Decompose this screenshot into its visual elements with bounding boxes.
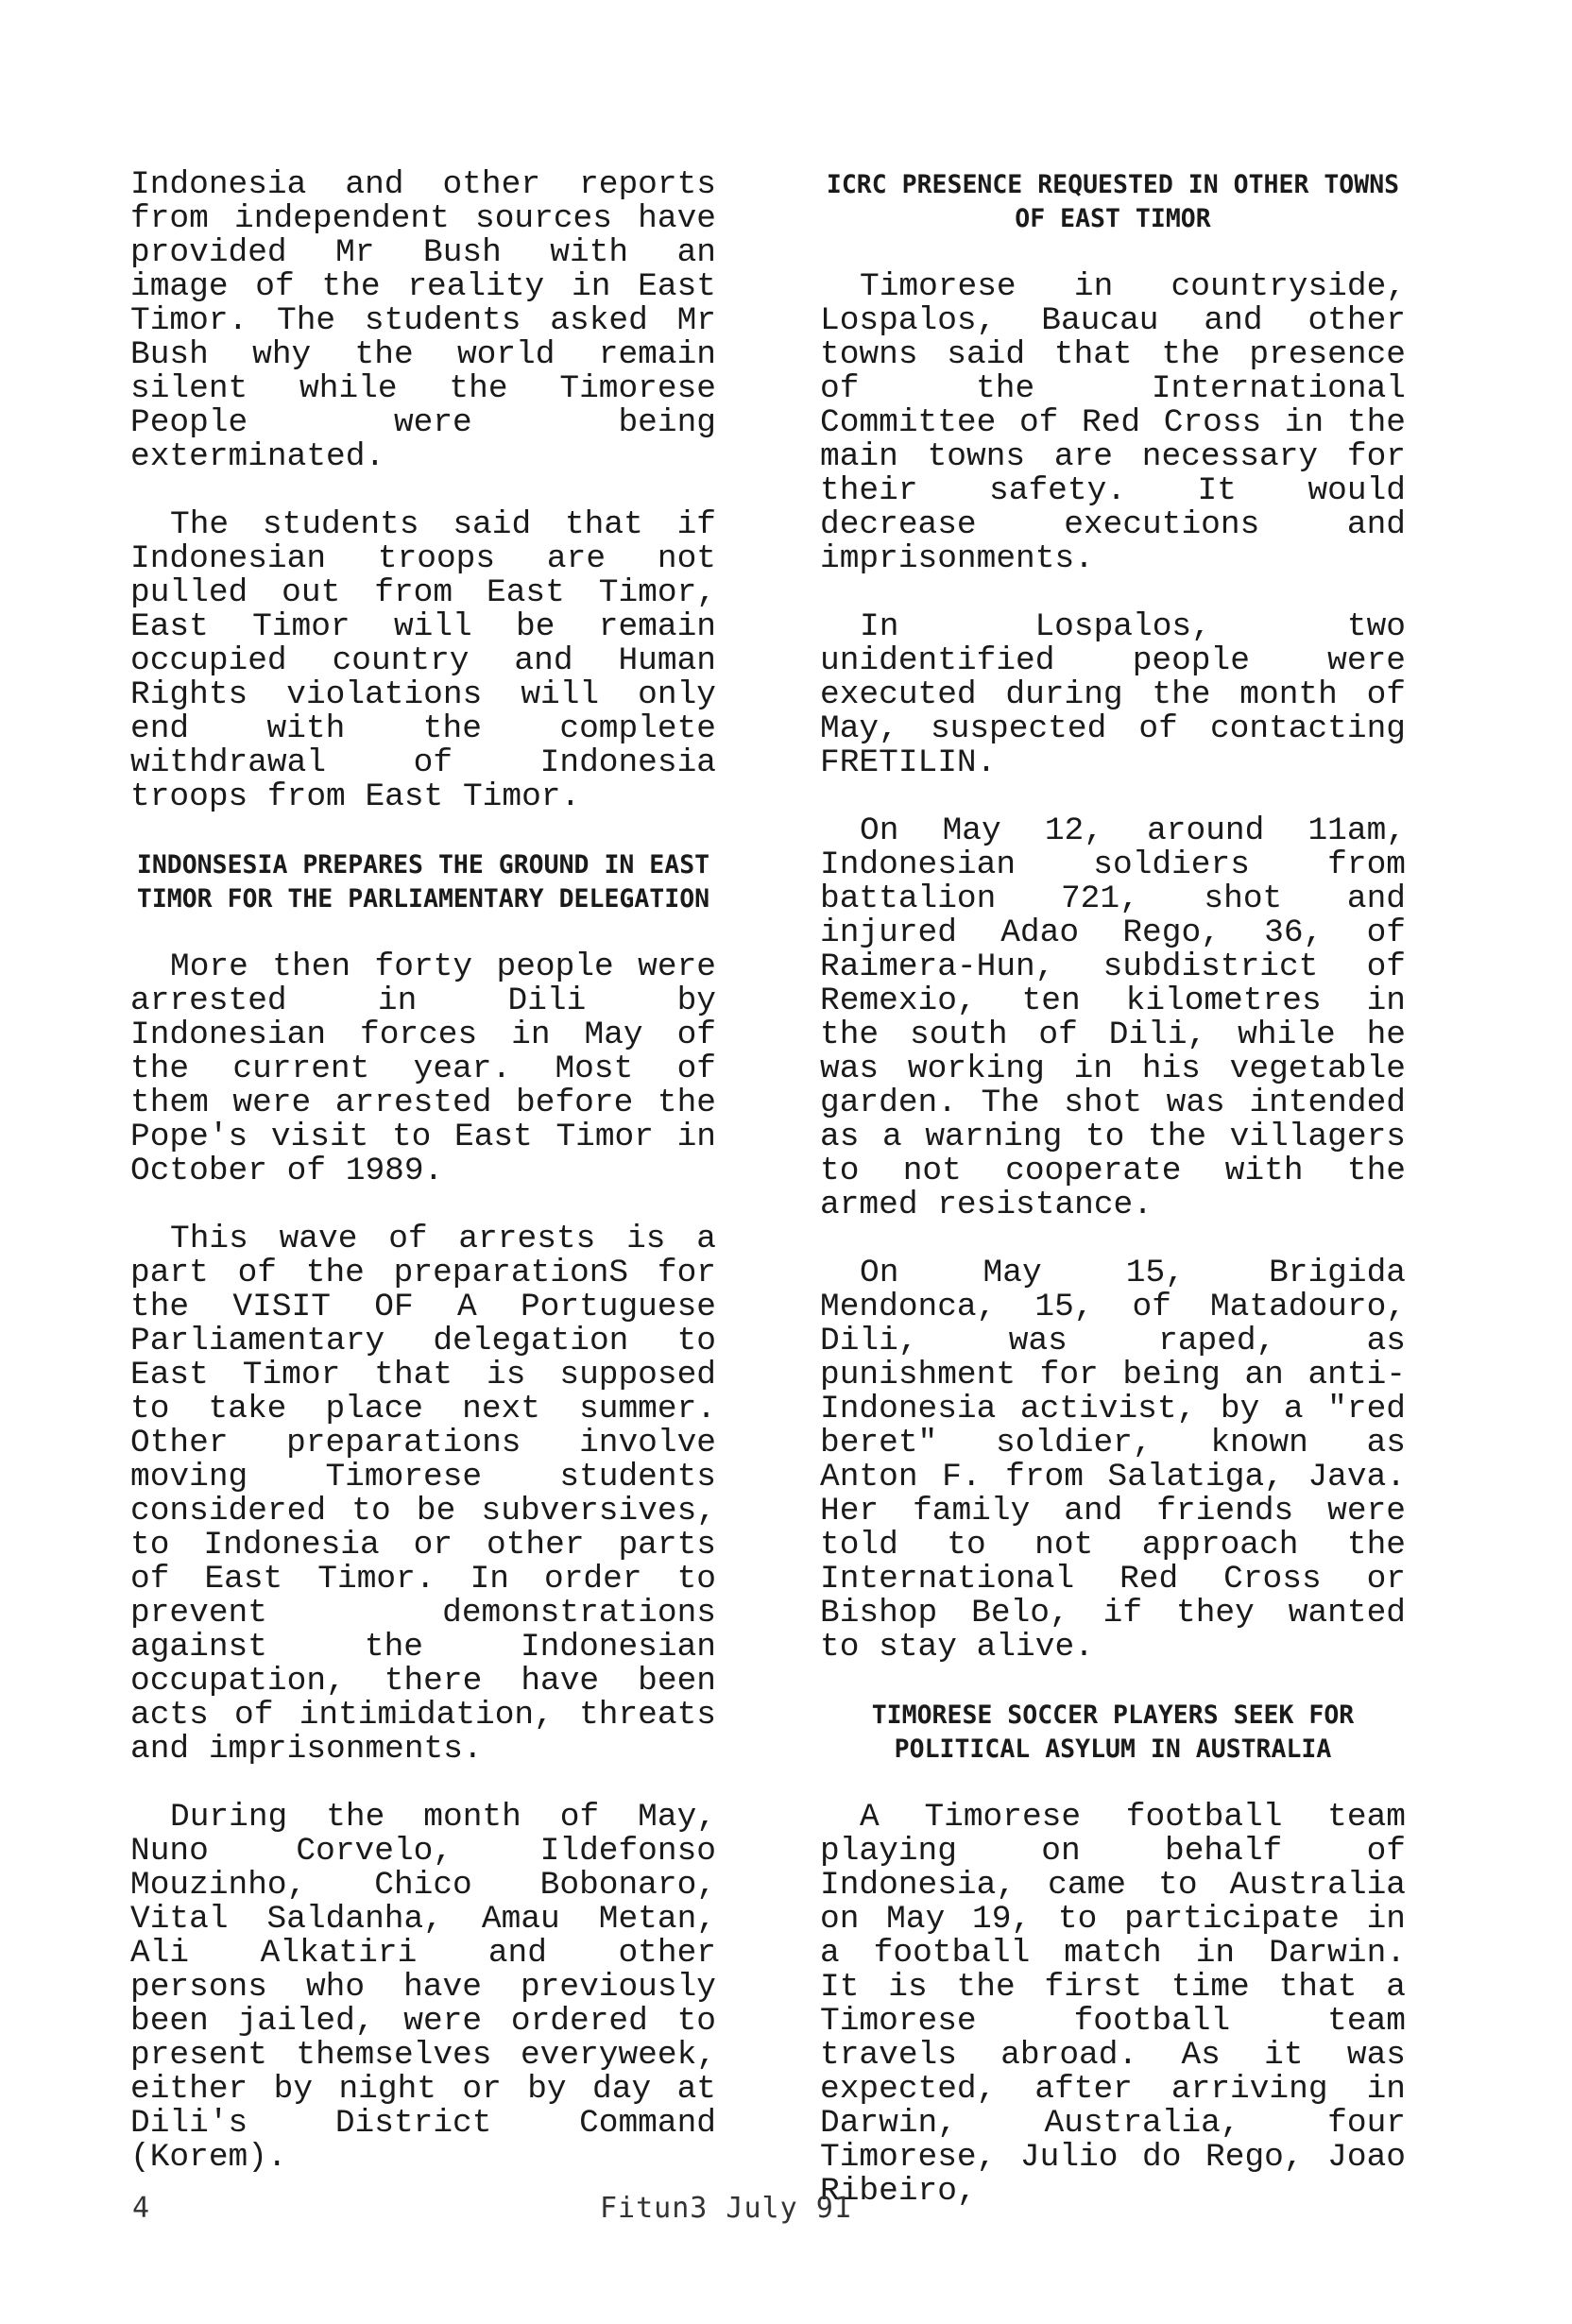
article-paragraph: On May 15, Brigida Mendonca, 15, of Matadouro, Dili, was raped, as punishment for being an anti-Indonesia activist, by a "red beret" soldier, known as Anton F. from Salatiga, Java. Her family and friends were told to not approach the International Red Cross or Bishop Belo, if they wanted to stay alive. xyxy=(820,1255,1406,1666)
article-paragraph: More then forty people were arrested in Dili by Indonesian forces in May of the current year. Most of them were arrested before the Pope's visit to East Timor in October of 1989. xyxy=(130,948,716,1189)
page-number: 4 xyxy=(132,2192,150,2225)
article-paragraph: In Lospalos, two unidentified people were executed during the month of May, suspected of contacting FRETILIN. xyxy=(820,608,1406,781)
article-paragraph: Timorese in countryside, Lospalos, Baucau and other towns said that the presence of the International Committee of Red Cross in the main towns are necessary for their safety. It would decrease executions and imprisonments. xyxy=(820,268,1406,577)
right-column xyxy=(820,168,1406,2243)
article-headline: ICRC PRESENCE REQUESTED IN OTHER TOWNS OF EAST TIMOR xyxy=(826,170,1400,233)
article-paragraph: This wave of arrests is a part of the preparationS for the VISIT OF A Portuguese Parliamentary delegation to East Timor that is supposed to take place next summer. Other preparations involve moving Timorese students considered to be subversives, to Indonesia or other parts of East Timor. In order to prevent demonstrations against the Indonesian occupation, there have been acts of intimidation, threats and imprisonments. xyxy=(130,1221,716,1768)
article-paragraph: On May 12, around 11am, Indonesian soldiers from battalion 721, shot and injured Adao Rego, 36, of Raimera-Hun, subdistrict of Remexio, ten kilometres in the south of Dili, while he was working in his vegetable garden. The shot was intended as a warning to the villagers to not cooperate with the armed resistance. xyxy=(820,812,1406,1223)
left-column xyxy=(130,168,716,2209)
issue-label: Fitun3 July 91 xyxy=(600,2192,852,2225)
article-paragraph: During the month of May, Nuno Corvelo, Ildefonso Mouzinho, Chico Bobonaro, Vital Saldanha, Amau Metan, Ali Alkatiri and other persons who have previously been jailed, were ordered to present themselves everyweek, either by night or by day at Dili's District Command (Korem). xyxy=(130,1799,716,2176)
article-paragraph: A Timorese football team playing on behalf of Indonesia, came to Australia on May 19, to participate in a football match in Darwin. It is the first time that a Timorese football team travels abroad. As it was expected, after arriving in Darwin, Australia, four Timorese, Julio do Rego, Joao Ribeiro, xyxy=(820,1799,1406,2210)
article-paragraph: Indonesia and other reports from independent sources have provided Mr Bush with an image of the reality in East Timor. The students asked Mr Bush why the world remain silent while the Timorese People were being exterminated. xyxy=(130,166,716,475)
article-paragraph: The students said that if Indonesian troops are not pulled out from East Timor, East Timor will be remain occupied country and Human Rights violations will only end with the complete withdrawal of Indonesia troops from East Timor. xyxy=(130,506,716,815)
article-headline: INDONSESIA PREPARES THE GROUND IN EAST TIMOR FOR THE PARLIAMENTARY DELEGATION xyxy=(136,850,710,914)
article-headline: TIMORESE SOCCER PLAYERS SEEK FOR POLITICAL ASYLUM IN AUSTRALIA xyxy=(871,1700,1355,1764)
